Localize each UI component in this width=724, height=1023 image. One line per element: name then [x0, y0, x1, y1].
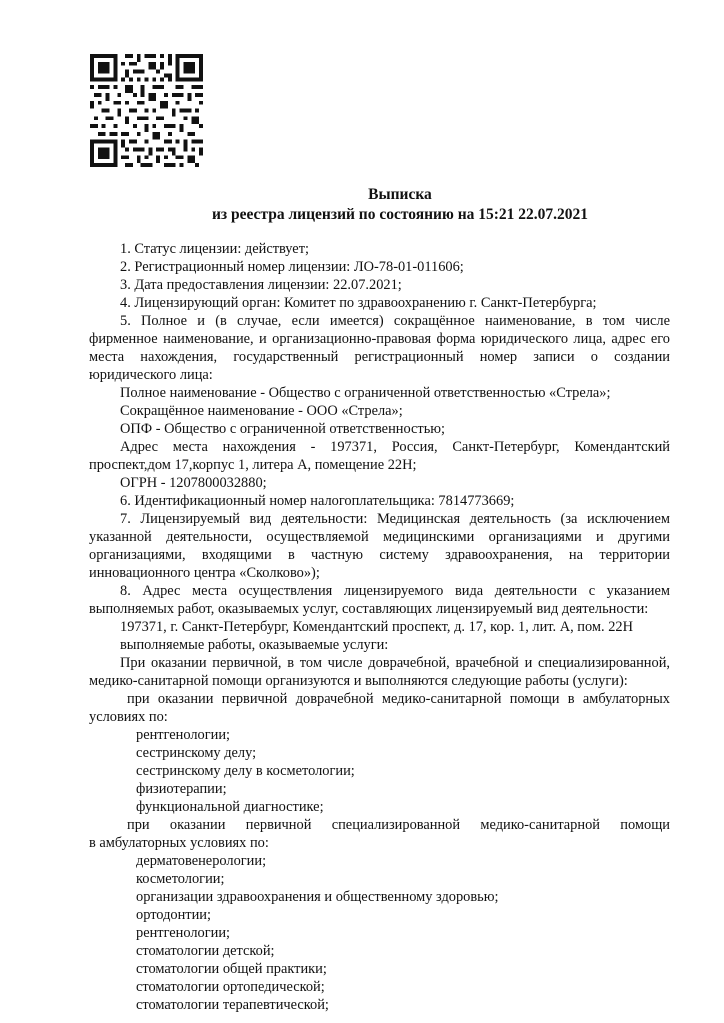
document-title: Выписка: [368, 186, 432, 203]
document-subtitle: из реестра лицензий по состоянию на 15:21 22.07.2021: [211, 206, 589, 223]
body-line: функциональной диагностике;: [136, 799, 324, 815]
body-line: сестринскому делу в косметологии;: [136, 763, 355, 779]
body-line: 3. Дата предоставления лицензии: 22.07.2021;: [120, 277, 402, 293]
body-line: выполняемых работ, оказываемых услуг, составляющих лицензируемый вид деятельности:: [89, 601, 649, 617]
body-line: фирменное наименование, и организационно-правовая форма юридического лица, адрес его: [89, 331, 670, 347]
body-line: ОПФ - Общество с ограниченной ответственностью;: [120, 421, 446, 437]
body-line: 2. Регистрационный номер лицензии: ЛО-78-01-011606;: [120, 259, 464, 275]
body-line: условиях по:: [89, 709, 168, 725]
body-line: рентгенологии;: [136, 925, 231, 941]
body-line: 197371, г. Санкт-Петербург, Комендантский проспект, д. 17, кор. 1, лит. А, пом. 22Н: [120, 619, 633, 635]
body-line: проспект,дом 17,корпус 1, литера А, помещение 22Н;: [89, 457, 417, 473]
body-line: места нахождения, государственный регистрационный номер записи о создании: [89, 349, 670, 365]
body-line: сестринскому делу;: [136, 745, 257, 761]
body-line: физиотерапии;: [136, 781, 227, 797]
body-line: косметологии;: [136, 871, 225, 887]
body-line: медико-санитарной помощи организуются и выполняются следующие работы (услуги):: [89, 673, 628, 689]
body-line: рентгенологии;: [136, 727, 231, 743]
body-line: организации здравоохранения и общественному здоровью;: [136, 889, 499, 905]
body-line: ОГРН - 1207800032880;: [120, 475, 267, 491]
body-line: дерматовенерологии;: [136, 853, 267, 869]
body-line: инновационного центра «Сколково»);: [89, 565, 320, 581]
body-line: Полное наименование - Общество с ограниченной ответственностью «Стрела»;: [120, 385, 611, 401]
body-line: 6. Идентификационный номер налогоплательщика: 7814773669;: [120, 493, 515, 509]
body-line: стоматологии детской;: [136, 943, 275, 959]
body-line: при оказании первичной доврачебной медико-санитарной помощи в амбулаторных: [127, 691, 670, 707]
qr-code-icon: [90, 54, 203, 167]
body-line: 5. Полное и (в случае, если имеется) сокращённое наименование, в том числе: [120, 313, 670, 329]
body-line: 7. Лицензируемый вид деятельности: Медицинская деятельность (за исключением: [120, 511, 670, 527]
body-line: ортодонтии;: [136, 907, 211, 923]
body-line: стоматологии терапевтической;: [136, 997, 329, 1013]
body-line: стоматологии ортопедической;: [136, 979, 325, 995]
body-line: Сокращённое наименование - ООО «Стрела»;: [120, 403, 403, 419]
body-line: указанной деятельности, осуществляемой медицинскими организациями и другими: [89, 529, 670, 545]
body-line: 8. Адрес места осуществления лицензируемого вида деятельности с указанием: [120, 583, 670, 599]
body-line: При оказании первичной, в том числе доврачебной, врачебной и специализированной,: [120, 655, 670, 671]
body-line: в амбулаторных условиях по:: [89, 835, 269, 851]
body-line: при оказании первичной специализированной медико-санитарной помощи: [127, 817, 670, 833]
body-line: организациями, входящими в частную систему здравоохранения, на территории: [89, 547, 670, 563]
body-line: Адрес места нахождения - 197371, Россия, Санкт-Петербург, Комендантский: [120, 439, 670, 455]
body-line: стоматологии общей практики;: [136, 961, 327, 977]
body-line: выполняемые работы, оказываемые услуги:: [120, 637, 389, 653]
body-line: юридического лица:: [89, 367, 213, 383]
body-line: 4. Лицензирующий орган: Комитет по здравоохранению г. Санкт-Петербурга;: [120, 295, 597, 311]
body-line: 1. Статус лицензии: действует;: [120, 241, 309, 257]
